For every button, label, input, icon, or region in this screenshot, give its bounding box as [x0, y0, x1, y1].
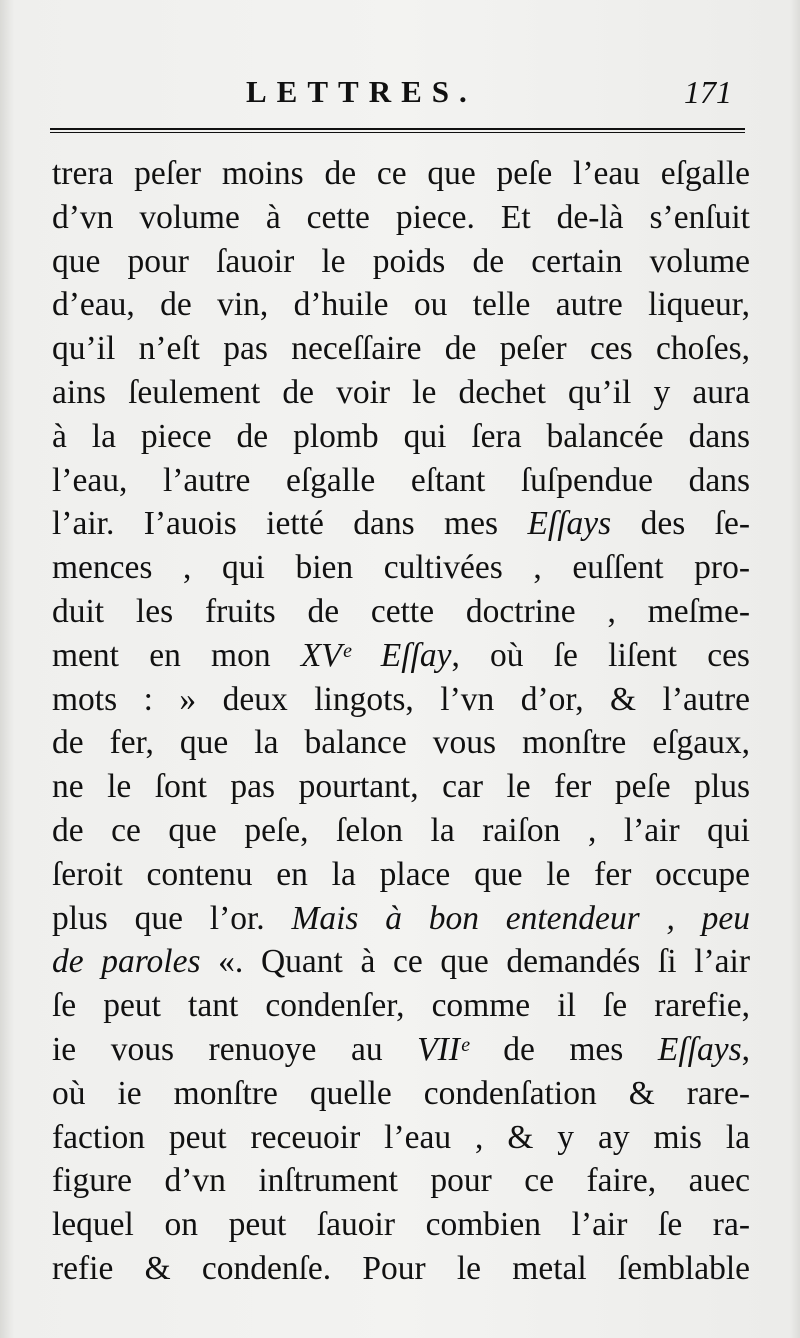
- text-line: [52, 897, 750, 941]
- line-text: faction peut receuoir l’eau , & y ay mis la: [52, 1118, 750, 1156]
- text-line: [52, 327, 750, 371]
- line-text: ains ſeulement de voir le dechet qu’il y aura: [52, 373, 750, 411]
- line-text: de ce que peſe, ſelon la raiſon , l’air qui: [52, 811, 750, 849]
- text-line: [52, 1116, 750, 1160]
- line-text: de mes: [468, 1030, 658, 1068]
- text-line: [52, 240, 750, 284]
- text-line: [52, 940, 750, 984]
- text-line: [52, 152, 750, 196]
- line-text: refie & condenſe. Pour le metal ſemblable: [52, 1249, 750, 1287]
- line-text: , où ſe liſent ces: [451, 636, 750, 674]
- italic-text: VIIᵉ: [417, 1030, 469, 1068]
- text-line: [52, 415, 750, 459]
- italic-text: Eſſays: [657, 1030, 742, 1068]
- text-line: [52, 1203, 750, 1247]
- text-line: [52, 678, 750, 722]
- line-text: mences , qui bien cultivées , euſſent pro-: [52, 549, 750, 587]
- text-line: [52, 1072, 750, 1116]
- page-number: 171: [684, 74, 732, 110]
- page-header: [60, 70, 740, 120]
- line-text: figure d’vn inſtrument pour ce faire, auec: [52, 1162, 750, 1200]
- line-text: d’eau, de vin, d’huile ou telle autre liqueur,: [52, 286, 750, 324]
- italic-text: de paroles: [52, 943, 201, 981]
- text-line: [52, 634, 750, 678]
- text-line: [52, 765, 750, 809]
- line-text: ie vous renuoye au: [52, 1030, 418, 1068]
- line-text: mots : » deux lingots, l’vn d’or, & l’autre: [52, 680, 750, 718]
- text-line: [52, 546, 750, 590]
- text-line: [52, 590, 750, 634]
- text-line: [52, 853, 750, 897]
- line-text: lequel on peut ſauoir combien l’air ſe ra-: [52, 1206, 750, 1244]
- line-text: de fer, que la balance vous monſtre eſgaux,: [52, 724, 750, 762]
- line-text: à la piece de plomb qui ſera balancée dans: [52, 417, 750, 455]
- line-text: où ie monſtre quelle condenſation & rare-: [52, 1074, 750, 1112]
- italic-text: Mais à bon entendeur , peu: [291, 899, 750, 937]
- line-text: duit les fruits de cette doctrine , meſme-: [52, 592, 750, 630]
- line-text: plus que l’or.: [52, 899, 292, 937]
- text-line: [52, 283, 750, 327]
- line-text: des ſe-: [611, 505, 750, 543]
- line-text: trera peſer moins de ce que peſe l’eau eſgalle: [52, 155, 750, 192]
- body-text: [52, 152, 750, 1291]
- text-line: [52, 502, 750, 546]
- text-line: [52, 459, 750, 503]
- text-line: [52, 1159, 750, 1203]
- line-text: ,: [741, 1030, 750, 1068]
- line-text: d’vn volume à cette piece. Et de-là s’enſuit: [52, 198, 750, 236]
- line-text: l’eau, l’autre eſgalle eſtant ſuſpendue dans: [52, 461, 750, 499]
- line-text: l’air. I’auois ietté dans mes: [52, 505, 528, 543]
- line-text: que pour ſauoir le poids de certain volume: [52, 242, 750, 280]
- italic-text: XVᵉ Eſſay: [300, 636, 452, 674]
- text-line: [52, 984, 750, 1028]
- text-line: [52, 721, 750, 765]
- line-text: ment en mon: [52, 636, 301, 674]
- text-line: [52, 1028, 750, 1072]
- text-line: [52, 809, 750, 853]
- line-text: «. Quant à ce que demandés ſi l’air: [200, 943, 750, 981]
- text-line: [52, 371, 750, 415]
- text-line: [52, 196, 750, 240]
- line-text: ſe peut tant condenſer, comme il ſe rarefie,: [52, 987, 750, 1025]
- italic-text: Eſſays: [527, 505, 612, 543]
- header-rule: [50, 128, 745, 133]
- line-text: qu’il n’eſt pas neceſſaire de peſer ces choſes,: [52, 330, 750, 368]
- running-head: LETTRES.: [246, 74, 477, 109]
- line-text: ſeroit contenu en la place que le fer occupe: [52, 855, 750, 893]
- line-text: ne le ſont pas pourtant, car le fer peſe plus: [52, 768, 750, 806]
- text-line: [52, 1247, 750, 1291]
